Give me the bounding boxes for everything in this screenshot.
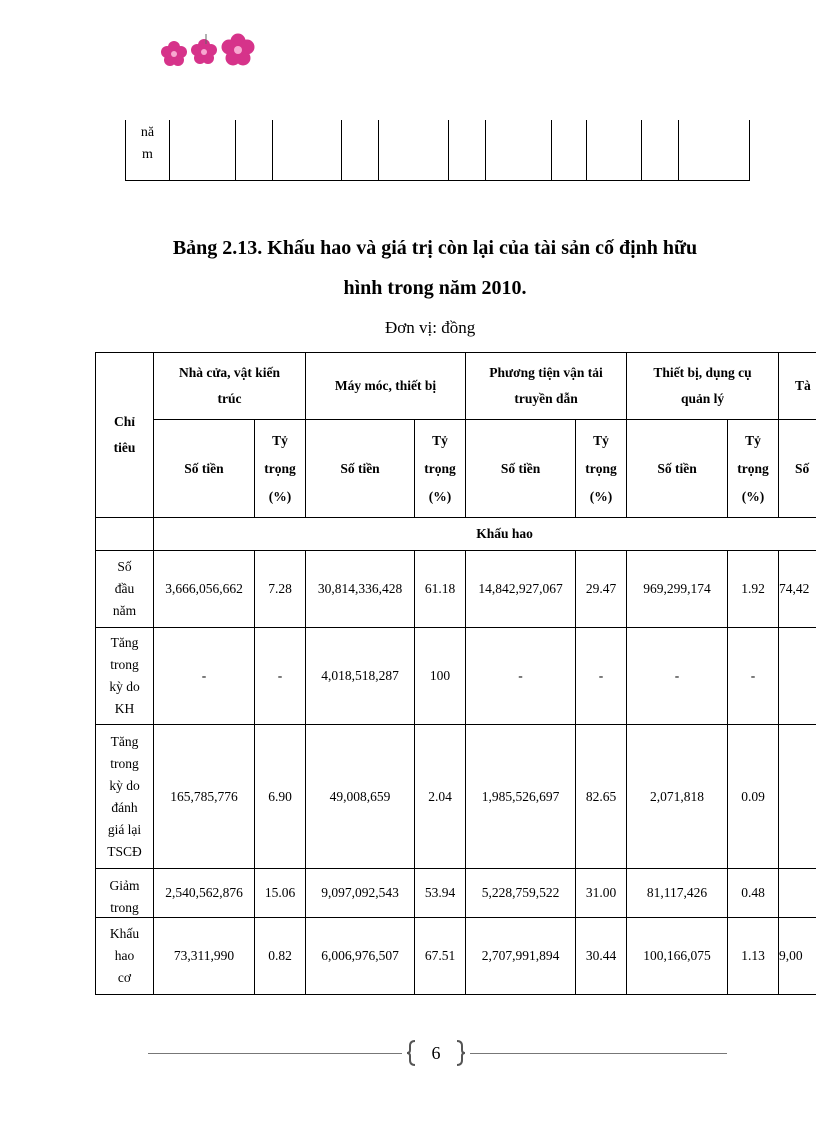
subheader-ratio: Tỷ trọng (%) xyxy=(728,420,779,518)
header-group-4: Thiết bị, dụng cụ quản lý xyxy=(627,353,779,420)
footer-rule-left xyxy=(148,1053,402,1054)
footer-rule-right xyxy=(470,1053,727,1054)
unit-label: Đơn vị: đồng xyxy=(385,318,476,337)
row-label: Tăng trong kỳ do đánh giá lại TSCĐ xyxy=(96,725,154,869)
header-chi-tieu: Chỉ tiêu xyxy=(96,353,154,518)
subheader-ratio: Tỷ trọng (%) xyxy=(576,420,627,518)
header-group-1: Nhà cửa, vật kiến trúc xyxy=(154,353,306,420)
subheader-amount: Số tiền xyxy=(627,420,728,518)
table-row: Giảm trong 2,540,562,876 15.06 9,097,092,543 53.94 5,228,759,522 31.00 81,117,426 0.48 xyxy=(96,869,816,918)
row-label: Giảm trong xyxy=(96,869,154,918)
depreciation-table xyxy=(95,352,816,995)
row-label: Số đầu năm xyxy=(96,551,154,628)
table-row: Tăng trong kỳ do đánh giá lại TSCĐ 165,785,776 6.90 49,008,659 2.04 1,985,526,697 82.65 2,071,818 0.09 xyxy=(96,725,816,869)
row-label: Tăng trong kỳ do KH xyxy=(96,628,154,725)
header-group-2: Máy móc, thiết bị xyxy=(306,353,466,420)
previous-table-fragment xyxy=(125,120,750,181)
subheader-amount: Số tiền xyxy=(466,420,576,518)
table-row: Tăng trong kỳ do KH - - 4,018,518,287 100 - - - - xyxy=(96,628,816,725)
row-label: Khấu hao cơ xyxy=(96,918,154,995)
subheader-ratio: Tỷ trọng (%) xyxy=(415,420,466,518)
fragment-row-label: nă m xyxy=(140,125,155,162)
flower-decoration-icon xyxy=(158,30,262,70)
page-number: 6 xyxy=(431,1043,441,1063)
subheader-amount-cut: Số xyxy=(779,420,816,518)
header-group-3: Phương tiện vận tải truyền dẫn xyxy=(466,353,627,420)
table-row: Khấu hao cơ 73,311,990 0.82 6,006,976,507 67.51 2,707,991,894 30.44 100,166,075 1.13 9,00 xyxy=(96,918,816,995)
table-row: Số đầu năm 3,666,056,662 7.28 30,814,336,428 61.18 14,842,927,067 29.47 969,299,174 1.92 74,42 xyxy=(96,551,816,628)
section-khau-hao: Khấu hao xyxy=(154,518,816,551)
table-title: Bảng 2.13. Khấu hao và giá trị còn lại của tài sản cố định hữu hình trong năm 2010. xyxy=(172,237,698,299)
subheader-amount: Số tiền xyxy=(306,420,415,518)
header-group-5: Tà xyxy=(779,353,816,420)
subheader-ratio: Tỷ trọng (%) xyxy=(255,420,306,518)
page-number-box xyxy=(406,1038,466,1068)
subheader-amount: Số tiền xyxy=(154,420,255,518)
